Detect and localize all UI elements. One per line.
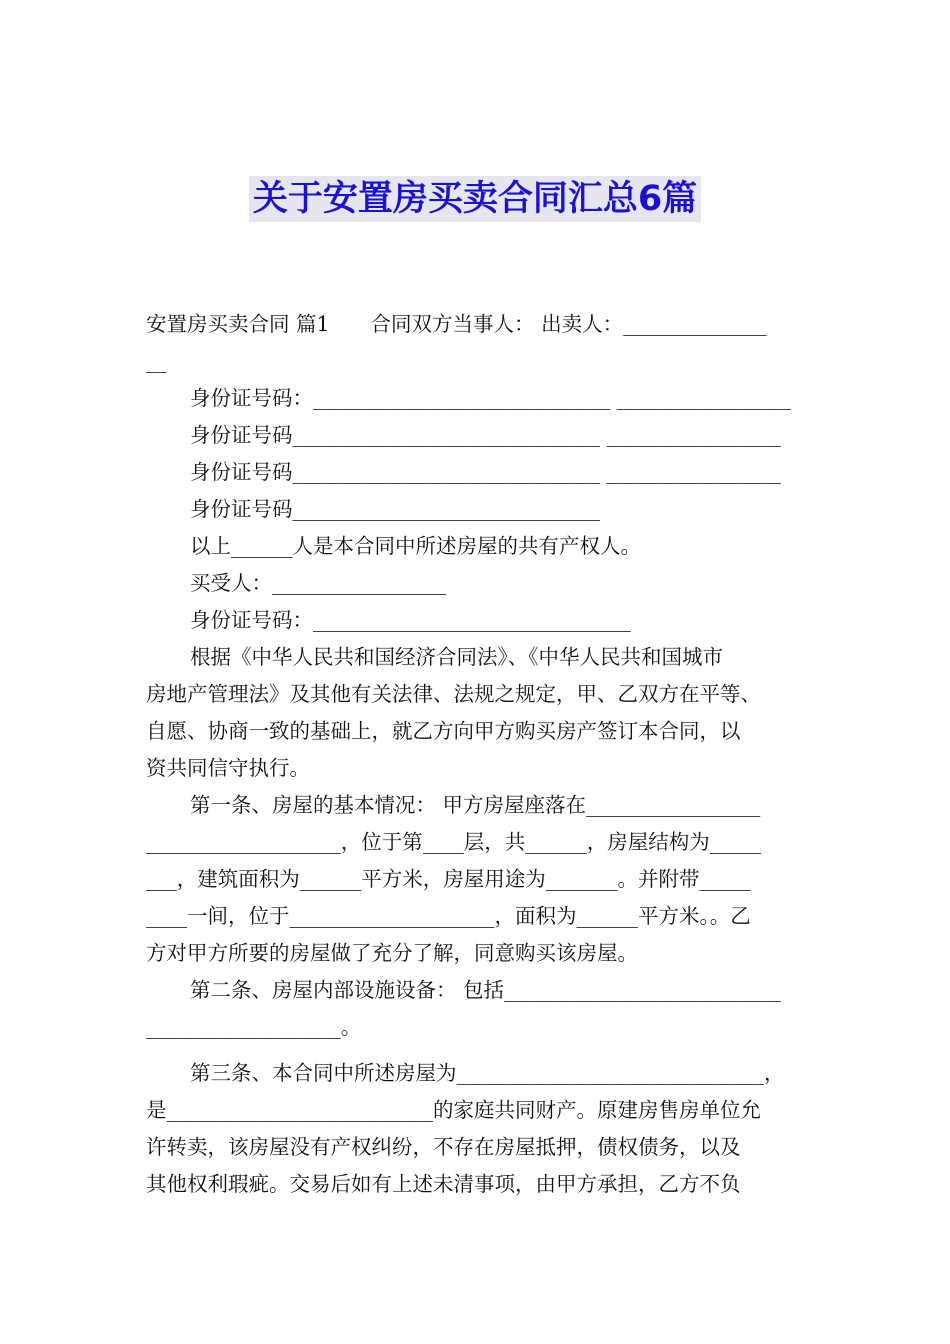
paragraph-gap: [146, 1046, 806, 1055]
title-container: [0, 176, 950, 222]
document-line: ___________________，位于第____层，共______，房屋结构为_____: [146, 830, 761, 854]
document-line: 身份证号码______________________________ _________________: [190, 460, 781, 484]
document-line: 是__________________________的家庭共同财产。原建房售房单位允: [146, 1098, 761, 1122]
document-line: 其他权利瑕疵。交易后如有上述未清事项，由甲方承担，乙方不负: [146, 1172, 741, 1196]
document-line: 身份证号码：_______________________________: [190, 608, 631, 632]
document-line: 根据《中华人民共和国经济合同法》、《中华人民共和国城市: [190, 645, 723, 669]
document-line: 方对甲方所要的房屋做了充分了解，同意购买该房屋。: [146, 941, 638, 965]
document-body: [146, 306, 806, 1203]
document-line: 房地产管理法》及其他有关法律、法规之规定，甲、乙双方在平等、: [146, 682, 761, 706]
document-line: 买受人：_________________: [190, 571, 447, 595]
document-line: ___________________。: [146, 1015, 362, 1039]
document-line: 身份证号码______________________________ _________________: [190, 423, 781, 447]
document-line: 第一条、房屋的基本情况： 甲方房屋座落在_________________: [190, 793, 761, 817]
document-title: 关于安置房买卖合同汇总6篇: [249, 176, 701, 222]
document-line: 许转卖，该房屋没有产权纠纷，不存在房屋抵押，债权债务，以及: [146, 1135, 741, 1159]
document-line: 以上______人是本合同中所述房屋的共有产权人。: [190, 534, 641, 558]
document-line: 自愿、协商一致的基础上，就乙方向甲方购买房产签订本合同，以: [146, 719, 741, 743]
document-line: ___，建筑面积为______平方米，房屋用途为_______。并附带_____: [146, 867, 751, 891]
document-line: ____一间，位于____________________，面积为______平方米。。乙: [146, 904, 751, 928]
document-line: 第二条、房屋内部设施设备： 包括___________________________: [190, 978, 781, 1002]
document-line: 资共同信守执行。: [146, 756, 310, 780]
document-line: 安置房买卖合同 篇1 合同双方当事人： 出卖人：______________: [146, 312, 767, 336]
document-line: 身份证号码：_____________________________ _________________: [190, 386, 792, 410]
document-line: 第三条、本合同中所述房屋为______________________________，: [190, 1061, 785, 1085]
document-line: __: [146, 349, 167, 373]
document-line: 身份证号码______________________________: [190, 497, 600, 521]
